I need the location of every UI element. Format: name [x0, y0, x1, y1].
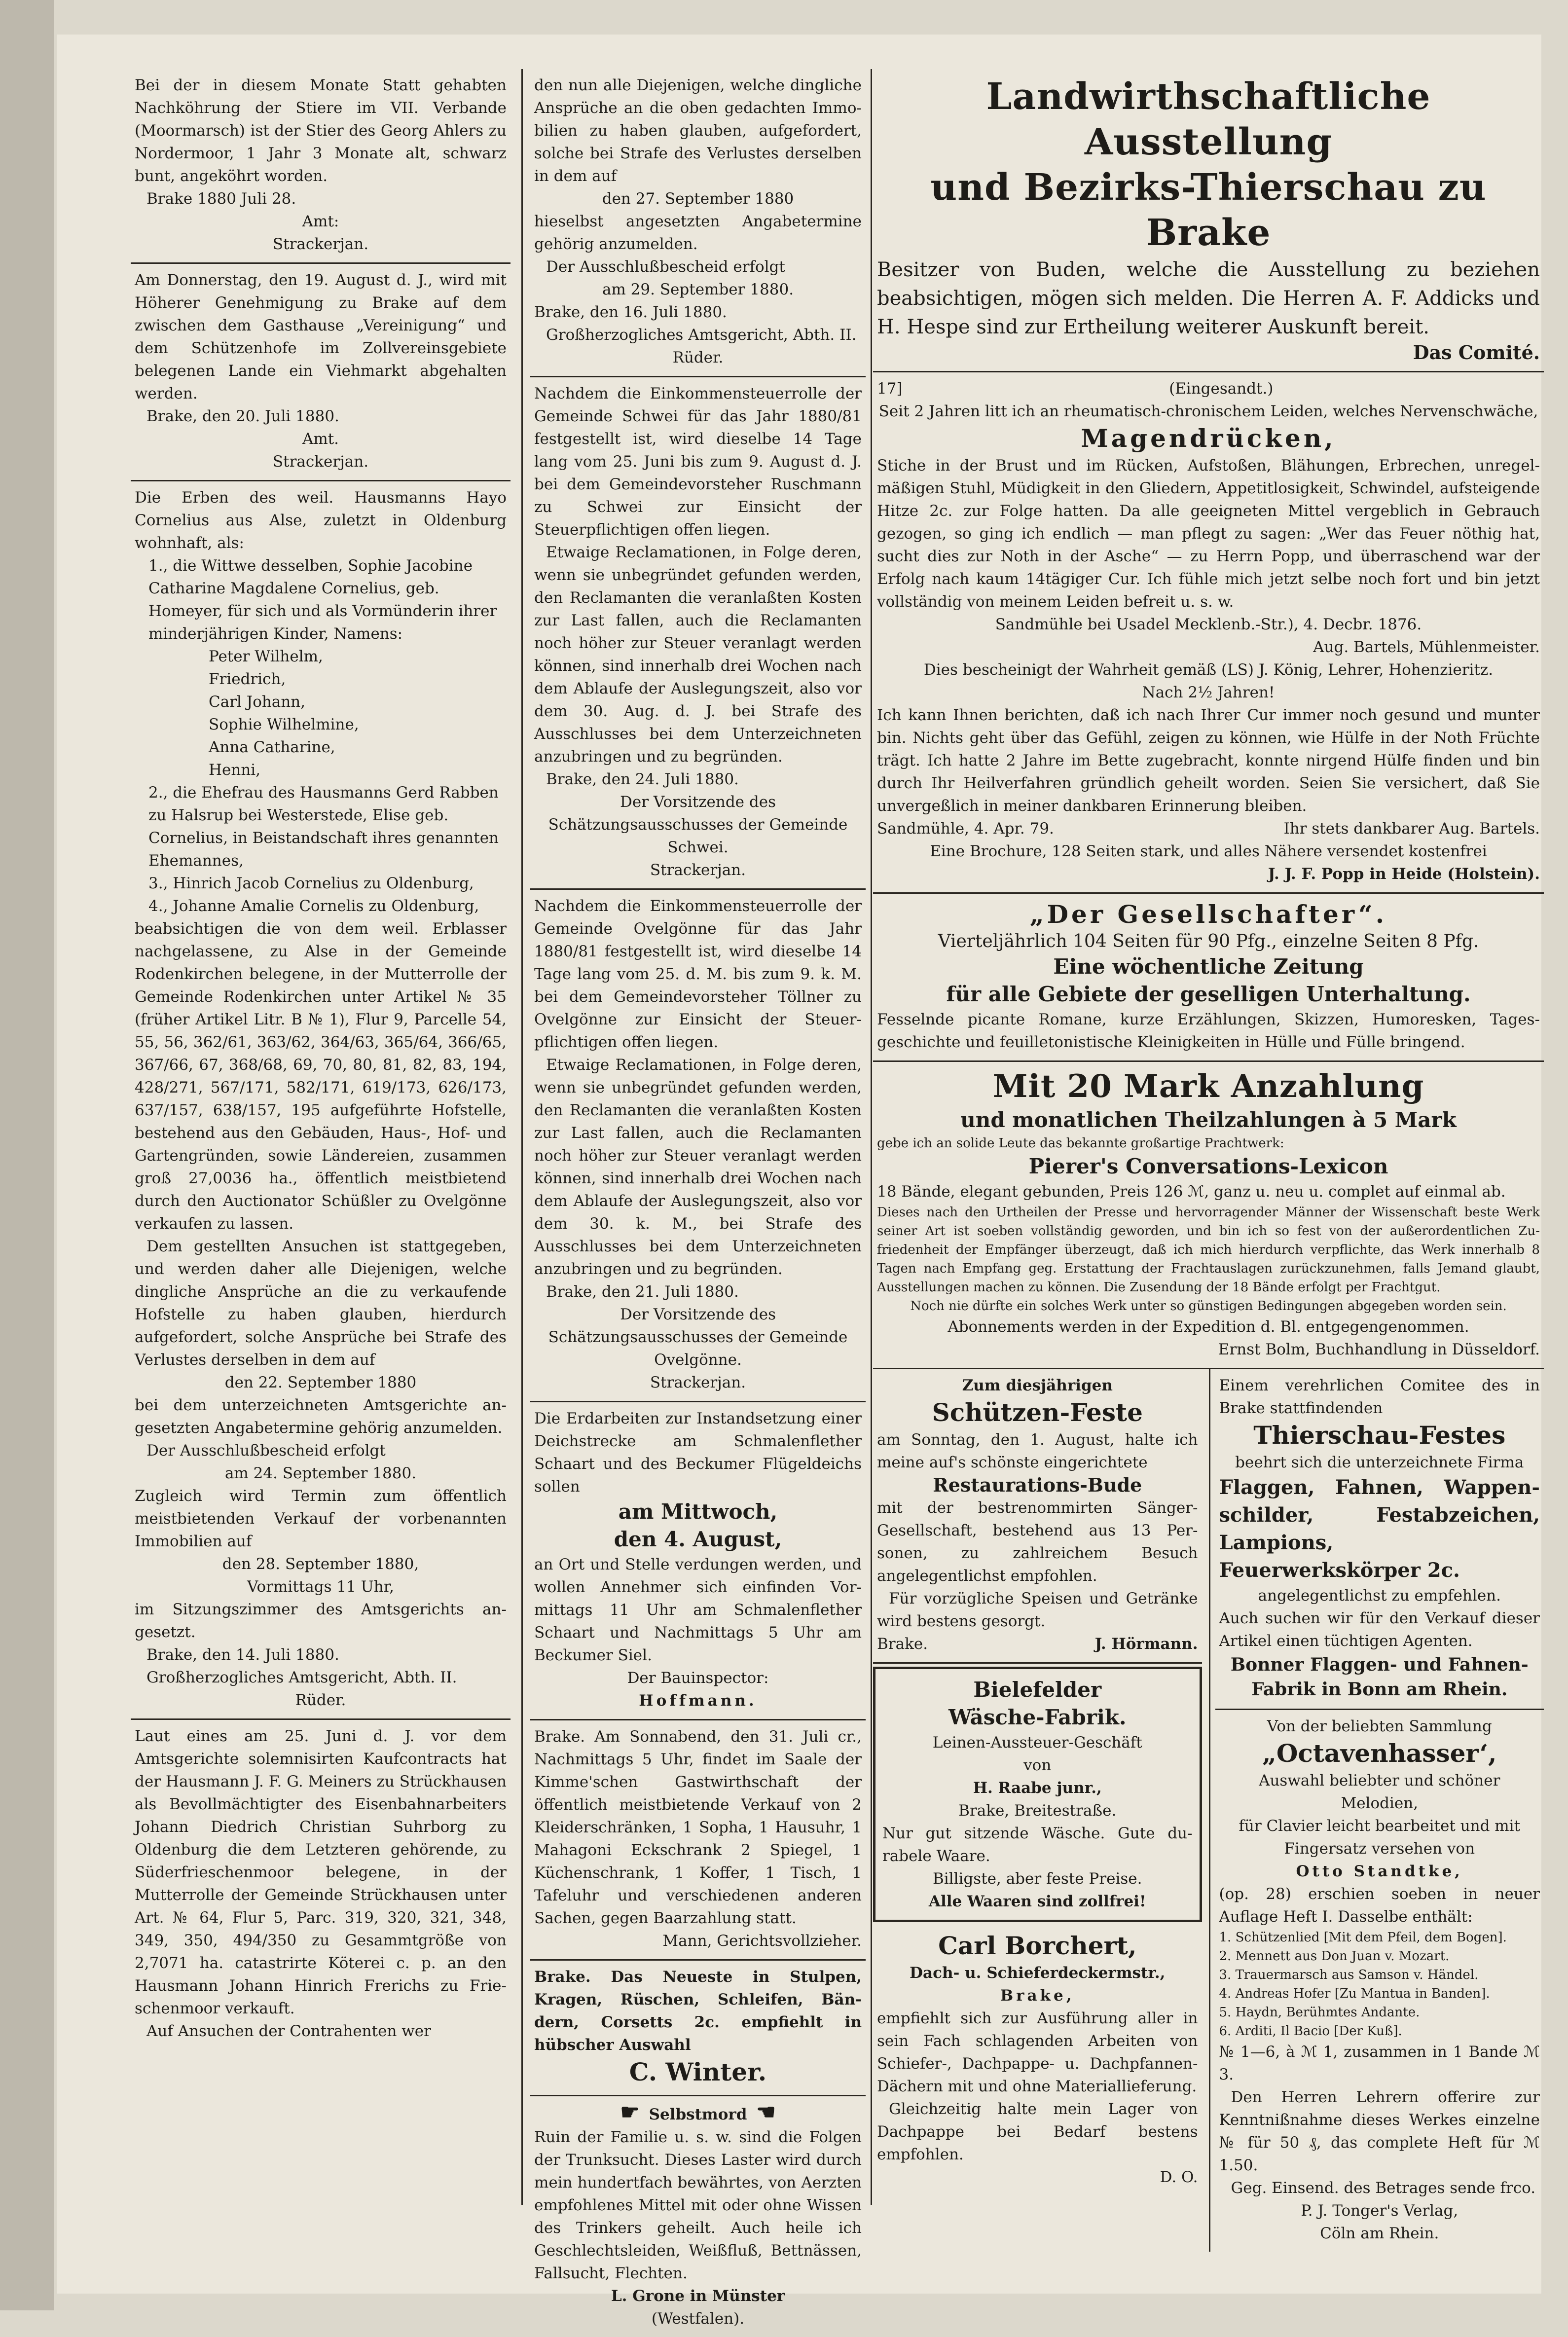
- ad-text: Fesselnde picante Romane, kurze Erzählungen, Skizzen, Humoresken, Tagesgeschichte und feuilletonistische Kleinigkeiten in Hülle und Fülle bringend.: [877, 1011, 1540, 1051]
- ad-title: [534, 2101, 862, 2126]
- notice-text: Nachdem die Einkommensteuerrolle der Gemeinde Schwei für das Jahr 1880/81 festgestellt ist, wird dieselbe 14 Tage lang vom 25. Juni bis zum 9. August d. J. bei dem Gemeindevorsteher Ruschmann zu Schwei zur Einsicht der Steuerpflichtigen offen liegen.: [534, 385, 862, 539]
- heir-item: 3., Hinrich Jacob Cornelius zu Oldenburg,: [148, 875, 474, 892]
- ad-signature: Das Comité.: [1413, 341, 1540, 364]
- ad-column-right: [1209, 1369, 1544, 2252]
- scan-edge: [0, 0, 54, 2310]
- notice-earthworks: [530, 1402, 866, 1720]
- ad-name: Otto Standtke,: [1296, 1862, 1463, 1880]
- ad-flaggen: [1215, 1369, 1544, 1710]
- ad-text: für Clavier leicht bearbeitet und mit Fingersatz versehen von: [1239, 1817, 1521, 1858]
- ad-headline: Restaurations-Bude: [933, 1474, 1142, 1496]
- notice-text: an Ort und Stelle verdungen werden, und wollen Annehmer sich einfinden Vormittags 11 Uhr am Schmalenflether Schaart und Nachmittags 5 Uhr am Beckumer Siel.: [534, 1556, 862, 1664]
- hand-pointer-icon: ☛: [620, 2100, 640, 2125]
- ad-schuetzenfest: [873, 1369, 1202, 1664]
- notice-signature: Strackerjan.: [272, 235, 369, 253]
- column-2: [530, 69, 866, 2328]
- ad-text: Vierteljährlich 104 Seiten für 90 Pfg., einzelne Seiten 8 Pfg.: [938, 931, 1479, 951]
- ad-signature: J. Hörmann.: [1094, 1635, 1198, 1653]
- heir-item: 1., die Wittwe desselben, Sophie Jacobine Catharine Magdalene Cornelius, geb. Homeyer, für sich und als Vormünderin ihrer minderjährigen Kinder, Namens:: [148, 557, 497, 643]
- ad-column-left: [873, 1369, 1202, 2252]
- notice-office: Amt.: [302, 430, 339, 448]
- ad-octavenhasser: [1215, 1710, 1544, 2252]
- ad-text: Leinen-Aussteuer-Geschäft: [932, 1734, 1142, 1752]
- ad-text: Dies bescheinigt der Wahrheit gemäß (LS) J. König, Lehrer, Hohenzieritz.: [923, 661, 1494, 679]
- notice-text: Die Erdarbeiten zur Instandsetzung einer Deichstrecke am Schmalenflether Schaart und des Beckumer Flügeldeichs sollen: [534, 1410, 862, 1496]
- column-rule: [871, 69, 872, 2205]
- ad-text: am Sonntag, den 1. August, halte ich meine auf's schönste eingerichtete: [877, 1431, 1198, 1471]
- ad-signature: Cöln am Rhein.: [1320, 2225, 1439, 2242]
- ad-signature: Bonner Flaggen- und Fahnen-Fabrik in Bonn am Rhein.: [1230, 1654, 1529, 1700]
- ad-sign-row: [877, 817, 1540, 840]
- notice-court: Großherzogliches Amtsgericht, Abth. II.: [546, 326, 857, 344]
- ad-headline: und monatlichen Theilzahlungen à 5 Mark: [960, 1108, 1457, 1132]
- song-item: 2. Mennett aus Don Juan v. Mozart.: [1219, 1949, 1450, 1964]
- notice-text: Etwaige Reclamationen, in Folge deren, wenn sie unbegründet gefunden werden, den Reclamanten die veranlaßten Kosten zur Last fallen, auch die Reclamanten noch höher zur Steuer veranlagt werden können, sind innerhalb drei Wochen nach dem Ablaufe der Auslegungszeit, also vor dem 30. k. M., bei Strafe des Ausschlusses bei dem Unterzeichneten anzubringen und zu begründen.: [534, 1056, 862, 1278]
- ad-text: Aug. Bartels, Mühlenmeister.: [1313, 638, 1540, 656]
- ad-text: angelegentlichst zu empfehlen.: [1258, 1587, 1501, 1605]
- notice-auction: [530, 1720, 866, 1961]
- ad-text: Den Herren Lehrern offerire zur Kenntnißnahme dieses Werkes einzelne № für 50 ₰, das complete Heft für ℳ 1.50.: [1219, 2088, 1540, 2174]
- ad-name: C. Winter.: [629, 2057, 767, 2086]
- ad-sign-row: [877, 1633, 1198, 1655]
- ad-text: Ihr stets dankbarer Aug. Bartels.: [1283, 820, 1540, 838]
- notice-date-line: den 22. September 1880: [224, 1374, 417, 1391]
- ad-headline: Thierschau-Festes: [1253, 1421, 1506, 1450]
- notice-headline: am Mittwoch,: [618, 1499, 778, 1524]
- ad-text: Billigste, aber feste Preise.: [933, 1870, 1142, 1888]
- ad-text: empfiehlt sich zur Ausführung aller in sein Fach schlagenden Arbeiten von Schiefer-, Dachpappe- u. Dachpfannen-Dächern mit und ohne Materiallieferung.: [877, 2009, 1198, 2095]
- ad-selbstmord: [530, 2096, 866, 2337]
- notice-date-line: am 29. September 1880.: [602, 281, 794, 298]
- notice-signature: Rüder.: [295, 1691, 346, 1709]
- ad-text: Nur gut sitzende Wäsche. Gute durabele Waare.: [882, 1825, 1193, 1865]
- ad-title-text: Selbstmord: [649, 2106, 747, 2123]
- ad-text: Einem verehrlichen Comitee des in Brake stattfindenden: [1219, 1377, 1540, 1417]
- ad-text: Auch suchen wir für den Verkauf dieser Artikel einen tüchtigen Agenten.: [1219, 1609, 1540, 1650]
- ad-text: (op. 28) erschien soeben in neuer Auflage Heft I. Dasselbe enthält:: [1219, 1885, 1540, 1926]
- ad-headline: „Der Gesellschafter“.: [1029, 900, 1387, 929]
- ad-signature: L. Grone in Münster: [611, 2287, 785, 2305]
- ad-headline: „Octavenhasser‘,: [1262, 1739, 1497, 1768]
- ad-headline: Landwirthschaftliche Ausstellung: [986, 75, 1431, 163]
- ad-gesellschafter: [873, 894, 1544, 1062]
- notice-tax-ovelgoenne: [530, 890, 866, 1402]
- notice-text: Brake. Am Sonnabend, den 31. Juli cr., Nachmittags 5 Uhr, findet im Saale der Kimme'schen Gastwirthschaft der öffentlich meistbietende Verkauf von 2 Kleiderschränken, 1 Sopha, 1 Hausuhr, 1 Mahagoni Eckschrank 2 Spiegel, 1 Küchenschrank, 1 Koffer, 1 Tisch, 1 Tafeluhr und verschiedenen anderen Sachen, gegen Baarzahlung statt.: [534, 1728, 862, 1927]
- ad-name: H. Raabe junr.,: [973, 1779, 1102, 1797]
- ad-text: Zum diesjährigen: [962, 1377, 1113, 1394]
- ad-headline: Pierer's Conversations-Lexicon: [1028, 1154, 1388, 1178]
- song-item: 6. Arditi, Il Bacio [Der Kuß].: [1219, 2024, 1402, 2039]
- child-name: Carl Johann,: [209, 693, 306, 711]
- column-3: [873, 69, 1544, 2242]
- notice-office: Amt:: [302, 213, 339, 230]
- child-name: Henni,: [209, 761, 261, 779]
- ad-text: Noch nie dürfte ein solches Werk unter so günstigen Bedingungen abgegeben worden sein.: [910, 1299, 1507, 1314]
- notice-court: Großherzogliches Amtsgericht, Abth. II.: [146, 1669, 457, 1686]
- notice-headline: den 4. August,: [614, 1527, 782, 1551]
- ad-text: Auswahl beliebter und schöner Melodien,: [1259, 1772, 1500, 1812]
- notice-office: Der Bauinspector:: [627, 1669, 769, 1687]
- notice-text: Laut eines am 25. Juni d. J. vor dem Amtsgerichte solemnisirten Kaufcontracts hat der Hausmann J. F. G. Meiners zu Strückhausen als Bevollmächtigter des Eisenbahnarbeiters Johann Diedrich Christian Suhrborg zu Oldenburg die dem Letzteren gehörende, zu Süderfrieschenmoor belegene, in der Mutterrolle der Gemeinde Strückhausen unter Art. № 64, Flur 5, Parc. 319, 320, 321, 348, 349, 350, 494/350 zu Gesammtgröße von 2,7071 ha. catastrirte Köterei c. p. an den Hausmann Johann Hinrich Frerichs zu Frieschenmoor verkauft.: [135, 1727, 507, 2017]
- ad-borchert: [873, 1925, 1202, 2195]
- ad-text: № 1—6, à ℳ 1, zusammen in 1 Bande ℳ 3.: [1219, 2043, 1540, 2083]
- ad-text: Dach- u. Schieferdeckermstr.,: [910, 1964, 1166, 1982]
- notice-text: Der Ausschlußbescheid erfolgt: [546, 258, 785, 276]
- ad-headline: Eine wöchentliche Zeitung: [1053, 954, 1364, 979]
- ad-number: 17]: [877, 380, 903, 398]
- ad-eingesandt: [873, 372, 1544, 894]
- ad-headline: Schützen-Feste: [932, 1398, 1143, 1427]
- notice-text: Nachdem die Einkommensteuerrolle der Gemeinde Ovelgönne für das Jahr 1880/81 festgestellt ist, wird dieselbe 14 Tage lang vom 25. d. M. bis zum 9. k. M. bei dem Gemeindevorsteher Töllner zu Ovelgönne zur Einsicht der Steuerpflichtigen offen liegen.: [534, 897, 862, 1051]
- notice-body: im Sitzungszimmer des Amtsgerichts angesetzt.: [135, 1601, 507, 1641]
- ad-headline: Wäsche-Fabrik.: [948, 1705, 1127, 1729]
- notice-date-line: am 24. September 1880.: [224, 1464, 417, 1482]
- notice-date: Brake, den 14. Juli 1880.: [146, 1646, 339, 1664]
- column-1: [131, 69, 511, 2229]
- ad-text: Sandmühle bei Usadel Mecklenb.-Str.), 4. Decbr. 1876.: [995, 616, 1422, 633]
- ad-text: Besitzer von Buden, welche die Ausstellung zu beziehen beabsichtigen, mögen sich melden. Die Herren A. F. Addicks und H. Hespe sind zur Ertheilung weiterer Auskunft bereit.: [877, 258, 1540, 338]
- ad-text: Dieses nach den Urtheilen der Presse und hervorragender Männer der Wissenschaft beste Werk seiner Art ist soeben vollständig geworden, und bin ich so fest von der außerordentlichen Zufriedenheit der Empfänger überzeugt, daß ich mich hierdurch verpflichte, das Werk innerhalb 8 Tagen nach Empfang geg. Erstattung der Frachtauslagen zurückzunehmen, falls Jemand glaubt, Ausstellungen machen zu können. Die Zusendung der 18 Bände erfolgt per Frachtgut.: [877, 1205, 1540, 1295]
- notice-estate-sale: [131, 481, 511, 1720]
- ad-split-area: [873, 1369, 1544, 2252]
- ad-lexicon: [873, 1062, 1544, 1369]
- ein-header: [877, 377, 1540, 400]
- notice-cattle-market: [131, 264, 511, 481]
- ad-winter: [530, 1961, 866, 2096]
- song-item: 4. Andreas Hofer [Zu Mantua in Banden].: [1219, 1986, 1490, 2001]
- hand-pointer-icon: ☚: [756, 2100, 776, 2125]
- ad-text: Eine Brochure, 128 Seiten stark, und alles Nähere versendet kostenfrei: [930, 842, 1487, 860]
- ad-text: von: [1023, 1756, 1052, 1774]
- ad-text: Brake. Das Neueste in Stulpen, Kragen, Rüschen, Schleifen, Bändern, Corsetts 2c. empfiehlt in hübscher Auswahl: [534, 1968, 862, 2054]
- ad-text: Alle Waaren sind zollfrei!: [928, 1893, 1146, 1910]
- song-item: 3. Trauermarsch aus Samson v. Händel.: [1219, 1968, 1479, 1982]
- notice-body: Der Ausschlußbescheid erfolgt: [146, 1442, 386, 1460]
- ad-text: Gleichzeitig halte mein Lager von Dachpappe bei Bedarf bestens empfohlen.: [877, 2100, 1198, 2163]
- ad-text: gebe ich an solide Leute das bekannte großartige Prachtwerk:: [877, 1136, 1284, 1151]
- child-name: Peter Wilhelm,: [209, 648, 323, 665]
- heir-item: 2., die Ehefrau des Hausmanns Gerd Rabben zu Halsrup bei Westerstede, Elise geb. Cornelius, in Beistandschaft ihres genannten Ehemannes,: [148, 784, 499, 870]
- ad-text: Für vorzügliche Speisen und Getränke wird bestens gesorgt.: [877, 1590, 1198, 1630]
- ad-label: (Eingesandt.): [1169, 380, 1274, 398]
- notice-text: Bei der in diesem Monate Statt gehabten Nachköhrung der Stiere im VII. Verbande (Moormarsch) ist der Stier des Georg Ahlers zu Nordermoor, 1 Jahr 3 Monate alt, schwarz bunt, angeköhrt worden.: [135, 76, 507, 185]
- ad-text: Ich kann Ihnen berichten, daß ich nach Ihrer Cur immer noch gesund und munter bin. Nichts geht über das Gefühl, zeigen zu können, wie Hülfe in der Noth Früchte trägt. Ich hatte 2 Jahre im Bette zugebracht, konnte nirgend Hülfe finden und bin durch Ihr Heilverfahren gründlich geheilt worden. Seien Sie versichert, daß Sie unvergeßlich in meiner dankbaren Erinnerung bleiben.: [877, 706, 1540, 815]
- song-item: 5. Haydn, Berühmtes Andante.: [1219, 2005, 1420, 2020]
- notice-signature: Rüder.: [672, 349, 724, 366]
- ad-text: beehrt sich die unterzeichnete Firma: [1235, 1454, 1524, 1471]
- song-item: 1. Schützenlied [Mit dem Pfeil, dem Bogen].: [1219, 1930, 1507, 1945]
- ad-text: Flaggen, Fahnen, Wappenschilder, Festabzeichen, Lampions, Feuerwerkskörper 2c.: [1219, 1476, 1540, 1582]
- ad-text: Abonnements werden in der Expedition d. Bl. entgegengenommen.: [948, 1318, 1469, 1336]
- notice-signature: Strackerjan.: [650, 1374, 746, 1391]
- notice-date-line: den 27. September 1880: [602, 190, 794, 208]
- ad-text: Brake.: [877, 1635, 928, 1653]
- notice-text: hieselbst angesetzten Angabetermine gehörig anzumelden.: [534, 213, 862, 253]
- ad-exhibition: [873, 69, 1544, 372]
- notice-body: beabsichtigen die von dem weil. Erblasser nachgelassene, zu Alse in der Gemeinde Rodenkirchen belegene, in der Mutterrolle der Gemeinde Rodenkirchen unter Artikel № 35 (früher Artikel Litr. B № 1), Flur 9, Parcelle 54, 55, 56, 362/61, 363/62, 364/63, 365/64, 366/65, 367/66, 67, 368/68, 69, 70, 80, 81, 82, 83, 194, 428/271, 567/171, 582/171, 619/173, 626/173, 637/157, 638/157, 195 aufgeführte Hofstelle, bestehend aus den Gebäuden, Haus-, Hof- und Gartengründen, sowie Ländereien, zusammen groß 27,0036 ha., öffentlich meistbietend durch den Auctionator Schüßler zu Ovelgönne verkaufen zu lassen.: [135, 920, 507, 1233]
- notice-bull-inspection: [131, 69, 511, 264]
- notice-signature: Mann, Gerichtsvollzieher.: [662, 1932, 862, 1950]
- ad-text: Ruin der Familie u. s. w. sind die Folgen der Trunksucht. Dieses Laster wird durch mein hundertfach bewährtes, von Aerzten empfohlenes Mittel mit oder ohne Wissen des Trinkers geheilt. Auch heile ich Geschlechtsleiden, Weißfluß, Bettnässen, Fallsucht, Flechten.: [534, 2128, 862, 2282]
- notice-date-line: den 28. September 1880,: [222, 1555, 419, 1573]
- notice-chair: Der Vorsitzende des Schätzungsausschusses der Gemeinde Ovelgönne.: [548, 1306, 848, 1369]
- column-rule: [521, 69, 523, 2205]
- ad-headline: Magendrücken,: [1081, 424, 1336, 453]
- ad-signature: P. J. Tonger's Verlag,: [1301, 2202, 1459, 2220]
- notice-body: Dem gestellten Ansuchen ist stattgegeben, und werden daher alle Diejenigen, welche dingliche Ansprüche an die zu verkaufende Hofstelle zu haben glauben, hierdurch aufgefordert, solche Ansprüche bei Strafe des Verlustes derselben in dem auf: [135, 1238, 507, 1369]
- ad-text: Nach 2½ Jahren!: [1142, 684, 1275, 701]
- notice-intro: Die Erben des weil. Hausmanns Hayo Cornelius aus Alse, zuletzt in Oldenburg wohnhaft, als:: [135, 489, 507, 552]
- notice-tax-schwei: [530, 377, 866, 890]
- ad-place: (Westfalen).: [651, 2310, 745, 2328]
- notice-continued: [530, 69, 866, 377]
- ad-signature: J. J. F. Popp in Heide (Holstein).: [1268, 865, 1540, 883]
- ad-text: Von der beliebten Sammlung: [1267, 1717, 1492, 1735]
- child-name: Sophie Wilhelmine,: [209, 716, 359, 733]
- ad-headline: Carl Borchert,: [938, 1931, 1137, 1960]
- notice-body: Zugleich wird Termin zum öffentlich meistbietenden Verkauf der vorbenannten Immobilien auf: [135, 1487, 507, 1550]
- ad-text: Seit 2 Jahren litt ich an rheumatisch-chronischem Leiden, welches Nervenschwäche,: [878, 402, 1538, 420]
- notice-chair: Der Vorsitzende des Schätzungsausschusses der Gemeinde Schwei.: [548, 793, 848, 856]
- ad-text: Brake, Breitestraße.: [958, 1802, 1117, 1820]
- ad-text: Sandmühle, 4. Apr. 79.: [877, 820, 1054, 838]
- ad-headline: für alle Gebiete der geselligen Unterhaltung.: [946, 982, 1471, 1006]
- ad-headline: und Bezirks-Thierschau zu Brake: [930, 166, 1487, 254]
- ad-headline: Mit 20 Mark Anzahlung: [992, 1068, 1424, 1105]
- notice-text: den nun alle Diejenigen, welche dingliche Ansprüche an die oben gedachten Immobilien zu haben glauben, aufgefordert, solche bei Strafe des Verlustes derselben in dem auf: [534, 76, 862, 185]
- notice-signature: Strackerjan.: [272, 453, 369, 471]
- ad-text: Stiche in der Brust und im Rücken, Aufstoßen, Blähungen, Erbrechen, unregelmäßigen Stuhl, Müdigkeit in den Gliedern, Appetitlosigkeit, Schwindel, aufsteigende Hitze 2c. zur Folge hatten. Da alle geeigneten Mittel vergeblich in Gebrauch gezogen, so ging ich endlich — man pflegt zu sagen: „Wer das Feuer nöthig hat, sucht dies zur Noth in der Asche“ — zu Herrn Popp, und überraschend war der Erfolg nach kaum 14tägiger Cur. Ich fühle mich jetzt selbe noch fort und bin jetzt vollständig von meinem Leiden befreit u. s. w.: [877, 457, 1540, 611]
- ad-signature: D. O.: [1160, 2168, 1198, 2186]
- heir-item: 4., Johanne Amalie Cornelis zu Oldenburg,: [148, 897, 479, 915]
- notice-date: Brake, den 16. Juli 1880.: [534, 303, 727, 321]
- notice-signature: Hoffmann.: [639, 1692, 757, 1710]
- ad-headline: Bielefelder: [973, 1678, 1102, 1702]
- ad-text: mit der bestrenommirten Sänger-Gesellschaft, bestehend aus 13 Personen, zu zahlreichem Besuch angelegentlichst empfohlen.: [877, 1499, 1198, 1585]
- notice-purchase-contract: [131, 1720, 511, 2049]
- notice-date-line: Vormittags 11 Uhr,: [247, 1578, 394, 1596]
- child-name: Friedrich,: [209, 670, 286, 688]
- ad-text: Brake,: [1000, 1987, 1075, 2005]
- ad-text: Geg. Einsend. des Betrages sende frco.: [1231, 2179, 1536, 2197]
- notice-date: Brake, den 21. Juli 1880.: [546, 1283, 739, 1301]
- notice-text: Am Donnerstag, den 19. August d. J., wird mit Höherer Genehmigung zu Brake auf dem zwischen dem Gasthause „Vereinigung“ und dem Schützenhofe im Zollvereinsgebiete belegenen Lande ein Viehmarkt abgehalten werden.: [135, 271, 507, 402]
- child-name: Anna Catharine,: [209, 738, 335, 756]
- notice-date: Brake 1880 Juli 28.: [146, 190, 296, 208]
- ad-waesche-fabrik: [873, 1667, 1202, 1922]
- notice-text: Auf Ansuchen der Contrahenten wer: [146, 2022, 431, 2040]
- notice-text: Etwaige Reclamationen, in Folge deren, wenn sie unbegründet gefunden werden, den Reclamanten die veranlaßten Kosten zur Last fallen, auch die Reclamanten noch höher zur Steuer veranlagt werden können, sind innerhalb drei Wochen nach dem Ablaufe der Auslegungszeit, also vor dem 30. Aug. d. J. bei Strafe des Ausschlusses bei dem Unterzeichneten anzubringen und zu begründen.: [534, 544, 862, 766]
- notice-signature: Strackerjan.: [650, 861, 746, 879]
- notice-body: bei dem unterzeichneten Amtsgerichte angesetzten Angabetermine gehörig anzumelden.: [135, 1396, 507, 1437]
- ad-text: 18 Bände, elegant gebunden, Preis 126 ℳ, ganz u. neu u. complet auf einmal ab.: [877, 1183, 1506, 1201]
- notice-date: Brake, den 24. Juli 1880.: [546, 770, 739, 788]
- notice-date: Brake, den 20. Juli 1880.: [146, 407, 339, 425]
- ad-signature: Ernst Bolm, Buchhandlung in Düsseldorf.: [1218, 1341, 1540, 1358]
